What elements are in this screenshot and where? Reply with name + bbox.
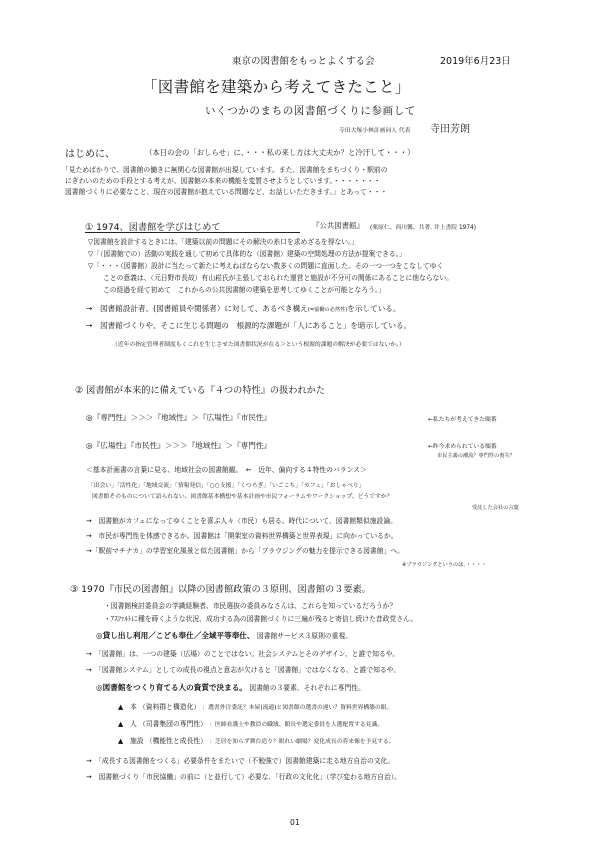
element-label: ▲ 本 [118, 703, 137, 711]
point-text: → 図書館設計者、(図書館員や関係者）に対して、あるべき構え [86, 304, 308, 313]
section-3-comment: ・ｱｽﾌｧﾙﾄに種を蒔くような状況、成功する為の図書館づくりに三遍が残ると寄信し続けた昔政党さん。 [104, 615, 418, 623]
elements-end: 図書館の３要素、それぞれに専門性。 [249, 684, 365, 692]
section-1-note: （近年の指定管理者制度もくこれを生じさせた図書館状況が在る＞という根源的課題の解決が必要ではないか。） [112, 342, 405, 348]
element-paren: （司書集団の専門性） [139, 720, 207, 728]
section-3-point: → 図書館づくり「市民協働」の前に（と並行して）必要な、「行政の文化化」（学び変わる地方自治）。 [86, 773, 401, 781]
element-row [118, 718, 383, 728]
elements-row [96, 682, 365, 693]
element-desc: ：芝居を知らず舞台造り？眼れい劇場？変化成長の将来像を予見する。 [209, 739, 395, 745]
section-1-book-title: 『公共図書館』 [312, 221, 364, 230]
section-1-underline [85, 232, 300, 233]
ranking-subnote: 市民主義の潮流？専門性の喪失？ [437, 453, 515, 459]
section-1-book-note: (栗原仁、西川馨、共著. 井上書院 1974) [370, 225, 476, 231]
quote-line: ▽図書館を設計するときには、「建築以前の問題にその解決の糸口を求めざるを得ない。」 [88, 238, 359, 246]
intro-heading: はじめに、 [65, 149, 115, 160]
quote-line: この経過を経て初めて これからの公共図書館の建築を思考してゆくことが可能となろう。」 [103, 286, 386, 294]
principles-end: 図書館サービス３原則の重視。 [256, 632, 353, 640]
quote-line: ▽「・・・（図書館）設計に当たって新たに考えねばならない数多くの問題に直面した。その一つ一つをこなしてゆく [88, 262, 444, 270]
quote-line: ことの意義は、（元日野市長故）有山崧氏が主張しておられた運営と施設が不分可の関係にあることに他ならない。 [103, 274, 454, 282]
page-subtitle: いくつかのまちの図書館づくりに参画して [205, 105, 416, 117]
section-3-point: → 「成長する図書館をつくる」必要条件をまたいで（不勉強で）図書館建築に走る地方自治の文化。 [86, 757, 395, 765]
basic-plan-heading: ＜基本計画書の言葉に見る、地域社会の図書館観。 ← 近年、偏向する４特性のバランス＞ [86, 466, 367, 474]
section-3-point: → 「図書館システム」としての成長の視点と意志が欠けると「図書館」ではなくなる、と誰で知るや。 [86, 666, 401, 674]
element-label: ▲ 人 [118, 720, 137, 728]
principles-row [96, 630, 352, 641]
principles-text: ◎貸し出し利用／こども奉仕／全域平等奉仕、 [96, 631, 255, 640]
page-title: 「図書館を建築から考えてきたこと」 [142, 78, 411, 96]
intro-aside: （本日の会の「おしらせ」に、・・・私の来し方は大丈夫か？と冷汗して・・・） [145, 148, 415, 157]
section-1-heading: ① 1974、図書館を学びはじめて [85, 222, 221, 233]
elements-text: ◎図書館をつくり育てる人の資質で決まる。 [96, 683, 247, 692]
section-2-point: → 市民が専門性を体感できるか。図書館は「開架室の資料世界構築と世界表現」に向かっているか。 [86, 532, 398, 540]
page-number: 01 [290, 818, 300, 827]
element-paren: （機能性と成長性） [145, 737, 207, 745]
element-desc: ：選書外注委託？本屋(流通)と図書館の選書の違い？資料世界構築の眼。 [202, 705, 393, 711]
intro-paragraph-line: 「見ためばかりで、図書館の働きに無関心な図書館が出現しています。また、図書館をまちづくり・駅前の [62, 166, 388, 174]
section-3-heading: ③ 1970『市民の図書館』以降の図書館政策の３原則、図書館の３要素。 [70, 584, 371, 595]
point-text-end: を示している。 [347, 304, 401, 313]
small-note: 受託した会社の言葉 [472, 505, 519, 511]
org-name: 東京の図書館をもっとよくする会 [232, 56, 375, 67]
document-date: 2019年6月23日 [440, 56, 511, 67]
section-1-point: → 図書館づくりや、そこに生じる問題の 根源的な課題が「人にあること」を暗示している。 [86, 321, 412, 330]
point-note: (=協働の必然性) [307, 307, 348, 313]
ranking-row: ◎『広場性』『市民性』＞＞＞『地域性』＞『専門性』 [86, 441, 272, 450]
section-2-point: → 図書館がカフェになってゆくことを喜ぶ人々（市民）も居る。時代について、図書館類似施設論。 [86, 517, 397, 525]
author-affiliation: 寺田大塚小林計画同人 代表 [339, 128, 411, 134]
section-2-heading: ② 図書館が本来的に備えている『４つの特性』の扱われかた [75, 385, 326, 396]
element-row [118, 701, 392, 711]
element-desc: ：医師看護士や教員の職域、館長や選定委員を人選配置する見識。 [209, 722, 384, 728]
keyword-note: 図書館そのものについて語られない。図書館基本構想や基本計画や市民フォーラムやワークショップ、どうですか？ [92, 494, 393, 500]
element-row [118, 735, 395, 745]
section-1-point [86, 303, 400, 314]
quote-line: ▽「（図書館での）活動の実践を通して初めて具体的な（図書館）建築の空間処理の方法が提案できる。」 [88, 250, 406, 258]
ranking-row: ◎『専門性』＞＞＞『地域性』＞『広場性』『市民性』 [86, 413, 272, 422]
section-2-point: →「駅前マチナカ」の学習室化風景と似た図書館」から「ブラウジングの魅力を提示できる図書館」へ。 [86, 547, 404, 555]
intro-paragraph-line: にぎわいのための手段とする考えが、図書館の本来の機能を変質させようとしています。・・・・・・・ [65, 177, 381, 185]
ranking-note: ←私たちが考えてきた順番 [428, 417, 497, 423]
author-name: 寺田芳朗 [430, 124, 470, 135]
browsing-note: ※ブラウジングというのは、・・・・ [402, 562, 487, 568]
ranking-note: ←昨今求められている順番 [428, 444, 497, 450]
element-label: ▲ 施設 [118, 737, 144, 745]
keyword-list: 「出会い」「活性化」「地域交流」「情報発信」「○○支援」「くつろぎ」「いごこち」「カフェ」「おしゃべり」 [88, 483, 365, 489]
intro-paragraph-line: 図書館づくりに必要なこと、現在の図書館が抱えている問題など、お話しいただきます。」とあって・・・ [65, 188, 388, 196]
element-paren: （資料群と構造化） [139, 703, 201, 711]
section-3-point: → 「図書館」は、一つの建築（広場）のことではない。社会システムとそのデザイン、と誰で知るや。 [86, 650, 400, 658]
section-3-comment: ・図書館検討委員会の学識経験者、市民選抜の委員みなさんは、これらを知っているだろうか？ [104, 602, 397, 610]
